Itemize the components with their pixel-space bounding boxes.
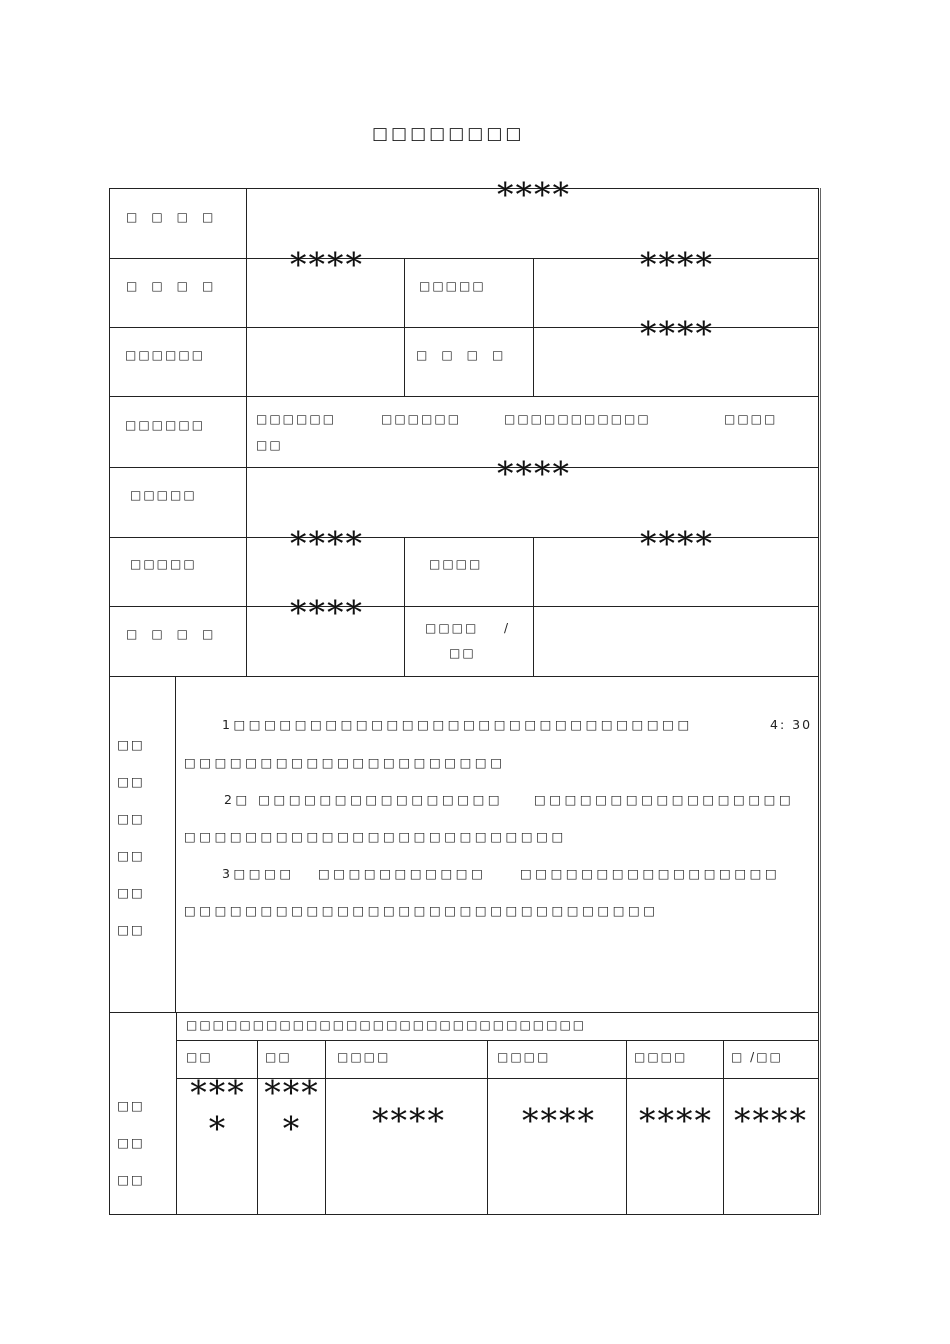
row7-label2: □□□□ [425,621,479,635]
sub-val-6: **** [734,1101,808,1140]
row7-value: **** [290,593,364,632]
sub-val-3: **** [372,1101,446,1140]
row7-label2b: □□ [449,646,476,660]
req-line-1-time: 4: 30 [770,717,813,732]
req-line-2: □□□□□□□□□□□□□□□□□□□□□ [184,755,506,770]
row4-option-5: □□ [256,438,283,452]
row2-value2: **** [640,245,714,284]
req-line-6: □□□□□□□□□□□□□□□□□□□□□□□□□□□□□□□ [184,903,659,918]
row4-option-1: □□□□□□ [256,412,337,426]
sub-col-4: □□□□ [497,1050,551,1064]
row4-option-4: □□□□ [724,412,778,426]
row3-label2: □□□□ [416,348,518,362]
sub-col-1: □□ [186,1050,213,1064]
row5-label: □□□□□ [130,488,197,502]
row6-value: **** [290,524,364,563]
row2-label: □□□□ [126,279,228,293]
row3-label: □□□□□□ [125,348,206,362]
sub-col-6: □ /□□ [731,1050,783,1064]
row4-label: □□□□□□ [125,418,206,432]
row7-label: □□□□ [126,627,228,641]
sub-val-2: **** [264,1073,320,1148]
row6-label: □□□□□ [130,557,197,571]
req-line-3b: □□□□□□□□□□□□□□□□□ [534,792,795,807]
form-title: □□□□□□□□ [372,124,525,144]
req-line-5b: □□□□□□□□□□□ [318,866,487,881]
req-line-3a: 2□ □□□□□□□□□□□□□□□□ [224,792,504,807]
row5-value: **** [497,454,571,493]
req-line-4: □□□□□□□□□□□□□□□□□□□□□□□□□ [184,829,567,844]
sub-col-5: □□□□ [634,1050,688,1064]
row2-label2: □□□□□ [419,279,486,293]
req-line-5c: □□□□□□□□□□□□□□□□□ [520,866,781,881]
row4-option-2: □□□□□□ [381,412,462,426]
row4-option-3: □□□□□□□□□□□ [504,412,651,426]
row6-label2: □□□□ [429,557,483,571]
row7-slash: / [504,621,511,635]
req-line-1: 1□□□□□□□□□□□□□□□□□□□□□□□□□□□□□□ [222,717,693,732]
sub-val-4: **** [522,1101,596,1140]
row1-value: **** [497,175,571,214]
row1-label: □□□□ [126,210,228,224]
requirements-side-label: □□□□□□□□□□□□ [117,737,145,937]
req-line-5a: 3□□□□ [222,866,295,881]
sub-side-label: □□□□□□ [117,1098,145,1187]
sub-col-3: □□□□ [337,1050,391,1064]
row6-value2: **** [640,524,714,563]
sub-val-5: **** [639,1101,713,1140]
sub-col-2: □□ [265,1050,292,1064]
sub-val-1: **** [190,1073,246,1148]
sub-header: □□□□□□□□□□□□□□□□□□□□□□□□□□□□□□ [186,1018,587,1032]
row3-value2: **** [640,314,714,353]
row2-value: **** [290,245,364,284]
